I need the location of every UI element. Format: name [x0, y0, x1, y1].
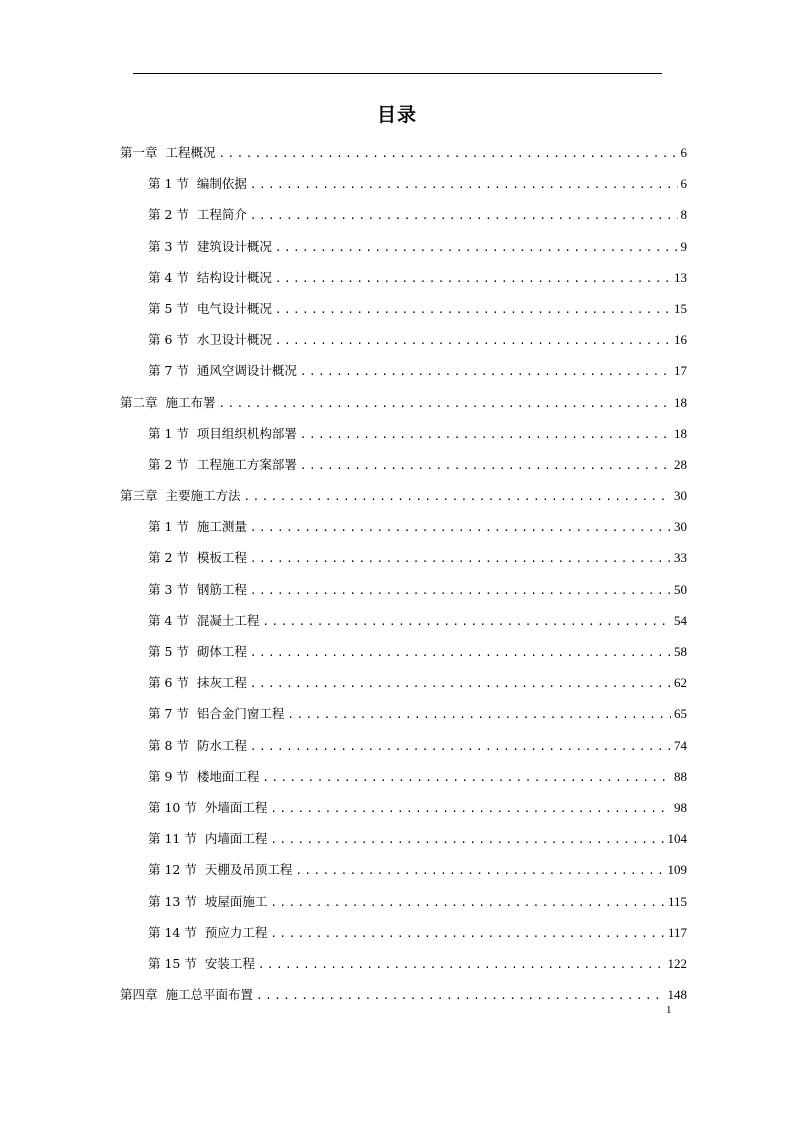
toc-entry-title: 预应力工程 — [204, 924, 268, 940]
toc-entry-title: 施工总平面布置 — [165, 987, 254, 1003]
toc-chapter-entry[interactable] — [120, 387, 687, 418]
toc-entry-label — [148, 667, 247, 698]
toc-page-number: 13 — [674, 269, 687, 285]
dot-leader — [287, 699, 671, 730]
toc-entry-number: 第三章 — [120, 488, 158, 504]
toc-entry-label — [148, 542, 247, 573]
toc-page-number: 104 — [667, 831, 687, 847]
toc-page-number: 115 — [667, 893, 687, 909]
toc-section-entry[interactable] — [120, 667, 687, 698]
toc-page-number: 88 — [674, 768, 687, 784]
toc-section-entry[interactable] — [120, 854, 687, 885]
toc-page-number: 30 — [674, 488, 687, 504]
toc-section-entry[interactable] — [120, 449, 687, 480]
dot-leader — [258, 949, 665, 980]
toc-entry-label — [148, 449, 297, 480]
dot-leader — [250, 512, 671, 543]
toc-entry-title: 安装工程 — [204, 955, 255, 971]
toc-page-number: 98 — [674, 799, 687, 815]
dot-leader — [275, 232, 678, 263]
toc-entry-label — [148, 511, 247, 542]
toc-section-entry[interactable] — [120, 574, 687, 605]
toc-entry-label — [148, 605, 259, 636]
dot-leader — [262, 606, 671, 637]
dot-leader — [300, 356, 671, 387]
toc-chapter-entry[interactable] — [120, 979, 687, 1010]
toc-section-entry[interactable] — [120, 948, 687, 979]
toc-entry-label — [120, 480, 241, 511]
toc-entry-label — [148, 854, 292, 885]
toc-entry-number: 第 2 节 — [148, 550, 189, 566]
toc-entry-label — [148, 324, 272, 355]
toc-entry-title: 砌体工程 — [196, 644, 247, 659]
toc-section-entry[interactable] — [120, 199, 687, 230]
toc-entry-number: 第 13 节 — [148, 893, 197, 909]
toc-page-number: 8 — [680, 207, 687, 223]
dot-leader — [275, 325, 671, 356]
page-title: 目录 — [376, 104, 417, 126]
toc-entry-title: 项目组织机构部署 — [196, 425, 297, 441]
dot-leader — [270, 824, 664, 855]
toc-entry-label — [148, 886, 267, 917]
toc-section-entry[interactable] — [120, 231, 687, 262]
toc-section-entry[interactable] — [120, 168, 687, 199]
toc-entry-number: 第 15 节 — [148, 955, 197, 971]
toc-entry-number: 第二章 — [120, 394, 158, 410]
header-rule — [133, 73, 662, 74]
toc-entry-title: 模板工程 — [196, 550, 247, 566]
toc-entry-title: 外墙面工程 — [204, 799, 268, 815]
toc-entry-number: 第 1 节 — [148, 519, 189, 535]
dot-leader — [244, 481, 671, 512]
toc-chapter-entry[interactable] — [120, 480, 687, 511]
toc-entry-number: 第 8 节 — [148, 737, 189, 753]
toc-entry-title: 电气设计概况 — [196, 300, 272, 316]
toc-page-number: 6 — [680, 176, 687, 192]
toc-entry-label — [148, 761, 259, 792]
toc-entry-number: 第 4 节 — [148, 269, 189, 285]
toc-entry-label — [148, 293, 272, 324]
toc-entry-number: 第 10 节 — [148, 799, 197, 815]
toc-entry-title: 施工测量 — [196, 519, 247, 535]
toc-entry-number: 第 5 节 — [148, 644, 189, 659]
toc-section-entry[interactable] — [120, 792, 687, 823]
table-of-contents — [120, 137, 687, 1010]
toc-entry-label — [148, 636, 247, 667]
toc-page-number: 54 — [674, 612, 687, 628]
toc-section-entry[interactable] — [120, 605, 687, 636]
dot-leader — [295, 855, 664, 886]
toc-page-number: 122 — [667, 955, 687, 971]
dot-leader — [275, 263, 671, 294]
dot-leader — [250, 169, 678, 200]
toc-entry-number: 第四章 — [120, 987, 158, 1003]
toc-page-number: 117 — [667, 924, 687, 940]
toc-section-entry[interactable] — [120, 324, 687, 355]
toc-entry-number: 第 14 节 — [148, 924, 197, 940]
toc-entry-title: 混凝土工程 — [196, 612, 260, 628]
toc-entry-label — [148, 823, 267, 854]
toc-entry-title: 工程概况 — [165, 145, 216, 160]
toc-page-number: 16 — [674, 332, 687, 348]
toc-page-number: 148 — [667, 987, 687, 1003]
toc-entry-label — [148, 262, 272, 293]
dot-leader — [250, 731, 671, 762]
toc-entry-number: 第 1 节 — [148, 425, 189, 441]
toc-entry-title: 通风空调设计概况 — [196, 363, 297, 379]
toc-section-entry[interactable] — [120, 511, 687, 542]
toc-entry-title: 坡屋面施工 — [204, 893, 268, 909]
toc-page-number: 33 — [674, 550, 687, 566]
dot-leader — [250, 668, 671, 699]
toc-section-entry[interactable] — [120, 823, 687, 854]
toc-entry-number: 第 2 节 — [148, 456, 189, 472]
toc-entry-label — [148, 917, 267, 948]
toc-section-entry[interactable] — [120, 730, 687, 761]
toc-entry-title: 内墙面工程 — [204, 831, 268, 847]
toc-entry-label — [148, 199, 247, 230]
toc-entry-label — [148, 948, 255, 979]
toc-chapter-entry[interactable] — [120, 137, 687, 168]
toc-entry-title: 楼地面工程 — [196, 768, 260, 784]
dot-leader — [270, 918, 665, 949]
dot-leader — [250, 200, 678, 231]
toc-section-entry[interactable] — [120, 418, 687, 449]
toc-entry-title: 防水工程 — [196, 737, 247, 753]
toc-entry-label — [120, 137, 216, 168]
toc-section-entry[interactable] — [120, 761, 687, 792]
toc-entry-title: 工程简介 — [196, 207, 247, 223]
dot-leader — [219, 388, 671, 419]
toc-entry-number: 第 6 节 — [148, 332, 189, 348]
toc-page-number: 30 — [674, 519, 687, 535]
toc-entry-title: 结构设计概况 — [196, 269, 272, 285]
toc-entry-label — [148, 355, 297, 386]
toc-page-number: 6 — [680, 145, 687, 160]
toc-entry-number: 第 1 节 — [148, 176, 189, 192]
toc-entry-number: 第 5 节 — [148, 300, 189, 316]
toc-section-entry[interactable] — [120, 355, 687, 386]
dot-leader — [270, 793, 671, 824]
toc-section-entry[interactable] — [120, 917, 687, 948]
toc-page-number: 74 — [674, 737, 687, 753]
dot-leader — [300, 450, 671, 481]
toc-entry-label — [148, 231, 272, 262]
toc-entry-title: 抹灰工程 — [196, 675, 247, 691]
toc-entry-label — [148, 792, 267, 823]
toc-entry-label — [148, 730, 247, 761]
dot-leader — [250, 637, 671, 668]
toc-section-entry[interactable] — [120, 542, 687, 573]
toc-entry-number: 第 3 节 — [148, 581, 189, 597]
toc-entry-number: 第 12 节 — [148, 862, 197, 878]
dot-leader — [275, 294, 671, 325]
toc-page-number: 18 — [674, 394, 687, 410]
toc-page-number: 109 — [667, 862, 687, 878]
toc-entry-number: 第 6 节 — [148, 675, 189, 691]
toc-entry-title: 工程施工方案部署 — [196, 456, 297, 472]
toc-entry-title: 钢筋工程 — [196, 581, 247, 597]
toc-entry-label — [148, 698, 284, 729]
toc-page-number: 9 — [680, 238, 687, 254]
toc-entry-number: 第 9 节 — [148, 768, 189, 784]
toc-page-number: 62 — [674, 675, 687, 691]
toc-entry-number: 第 11 节 — [148, 831, 197, 847]
toc-section-entry[interactable] — [120, 293, 687, 324]
toc-entry-number: 第 3 节 — [148, 238, 189, 254]
toc-entry-title: 主要施工方法 — [165, 488, 241, 504]
toc-entry-title: 编制依据 — [196, 176, 247, 192]
page-number-footer: 1 — [666, 1004, 672, 1016]
dot-leader — [250, 575, 671, 606]
toc-page-number: 65 — [674, 706, 687, 722]
toc-entry-label — [148, 418, 297, 449]
toc-entry-label — [148, 574, 247, 605]
toc-entry-number: 第 2 节 — [148, 207, 189, 223]
toc-section-entry[interactable] — [120, 886, 687, 917]
toc-entry-title: 天棚及吊顶工程 — [204, 862, 293, 878]
toc-entry-label — [120, 387, 216, 418]
toc-page-number: 28 — [674, 456, 687, 472]
dot-leader — [300, 419, 671, 450]
toc-page-number: 17 — [674, 363, 687, 379]
toc-entry-number: 第 7 节 — [148, 706, 189, 722]
toc-entry-title: 水卫设计概况 — [196, 332, 272, 348]
toc-entry-number: 第 7 节 — [148, 363, 189, 379]
toc-entry-title: 铝合金门窗工程 — [196, 706, 285, 722]
toc-entry-title: 建筑设计概况 — [196, 238, 272, 254]
dot-leader — [256, 980, 664, 1011]
dot-leader — [250, 543, 671, 574]
toc-section-entry[interactable] — [120, 262, 687, 293]
toc-entry-label — [120, 979, 253, 1010]
dot-leader — [270, 887, 665, 918]
toc-section-entry[interactable] — [120, 636, 687, 667]
toc-entry-number: 第一章 — [120, 145, 158, 160]
dot-leader — [219, 138, 678, 169]
toc-entry-label — [148, 168, 247, 199]
toc-page-number: 15 — [674, 300, 687, 316]
toc-page-number: 58 — [674, 644, 687, 659]
toc-entry-title: 施工布署 — [165, 394, 216, 410]
toc-entry-number: 第 4 节 — [148, 612, 189, 628]
dot-leader — [262, 762, 671, 793]
toc-page-number: 50 — [674, 581, 687, 597]
toc-section-entry[interactable] — [120, 698, 687, 729]
toc-page-number: 18 — [674, 425, 687, 441]
